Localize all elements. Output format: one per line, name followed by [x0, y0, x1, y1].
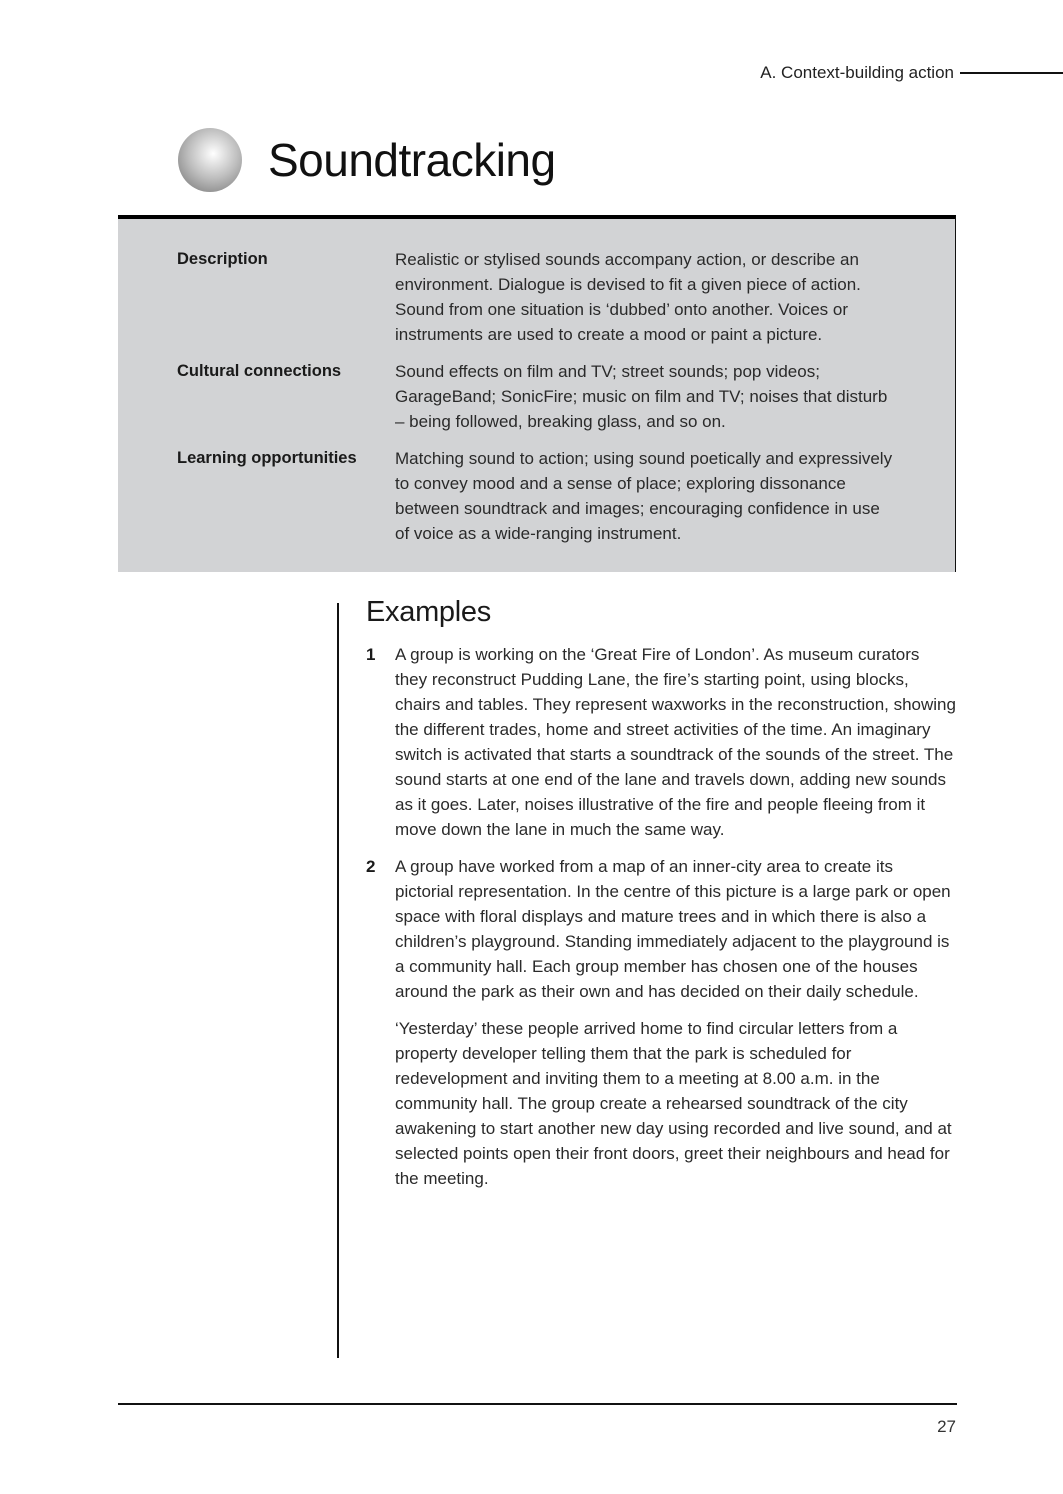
section-title: Context-building action: [781, 63, 954, 82]
running-head-text: [760, 63, 954, 83]
title-block: [178, 128, 556, 192]
running-head: [600, 62, 1063, 84]
sphere-bullet-icon: [178, 128, 242, 192]
example-paragraph: A group have worked from a map of an inner-city area to create its pictorial representation. In the centre of this picture is a large park or open space with floral displays and mature trees and in which there is also a children’s playground. Standing immediately adjacent to the playground is a community hall. Each group member has chosen one of the houses around the park as their own and has decided on their daily schedule.: [395, 857, 951, 1001]
info-row-cultural-connections: [177, 359, 937, 434]
info-box: [118, 215, 956, 572]
info-row-description: [177, 247, 937, 347]
example-number: 2: [366, 857, 376, 876]
running-head-rule: [960, 72, 1063, 74]
example-item: [366, 854, 956, 1191]
info-label: Cultural connections: [177, 362, 342, 380]
example-body: [395, 854, 956, 1191]
examples-heading: Examples: [366, 596, 491, 628]
info-value: Sound effects on film and TV; street sounds; pop videos; GarageBand; SonicFire; music on film and TV; noises that disturb – being followed, breaking glass, and so on.: [395, 362, 888, 431]
footer-rule: [118, 1403, 957, 1405]
examples-section: [366, 594, 956, 1203]
example-paragraph: A group is working on the ‘Great Fire of London’. As museum curators they reconstruct Pudding Lane, the fire’s starting point, using blocks, chairs and tables. They represent waxworks in the reconstruction, showing the different trades, home and street activities of the time. An imaginary switch is activated that starts a soundtrack of the sounds of the street. The sound starts at one end of the lane and travels down, adding new sounds as it goes. Later, noises illustrative of the fire and people fleeing from it move down the lane in much the same way.: [395, 645, 956, 839]
margin-rule: [337, 603, 339, 1358]
example-body: [395, 642, 956, 842]
info-value: Realistic or stylised sounds accompany action, or describe an environment. Dialogue is devised to fit a given piece of action. Sound from one situation is ‘dubbed’ onto another. Voices or instruments are used to create a mood or paint a picture.: [395, 250, 861, 344]
info-label: Description: [177, 250, 268, 268]
section-prefix: A.: [760, 63, 777, 82]
info-row-learning-opportunities: [177, 446, 937, 546]
info-value: Matching sound to action; using sound poetically and expressively to convey mood and a sense of place; exploring dissonance between soundtrack and images; encouraging confidence in use of voice as a wide-ranging instrument.: [395, 449, 893, 543]
example-number: 1: [366, 645, 376, 664]
page-title: Soundtracking: [268, 134, 556, 186]
example-paragraph: ‘Yesterday’ these people arrived home to find circular letters from a property developer telling them that the park is scheduled for redevelopment and inviting them to a meeting at 8.00 a.m. in the community hall. The group create a rehearsed soundtrack of the city awakening to start another new day using recorded and live sound, and at selected points open their front doors, greet their neighbours and head for the meeting.: [395, 1019, 952, 1188]
info-label: Learning opportunities: [177, 449, 357, 467]
example-item: [366, 642, 956, 842]
page-number: 27: [937, 1417, 956, 1436]
